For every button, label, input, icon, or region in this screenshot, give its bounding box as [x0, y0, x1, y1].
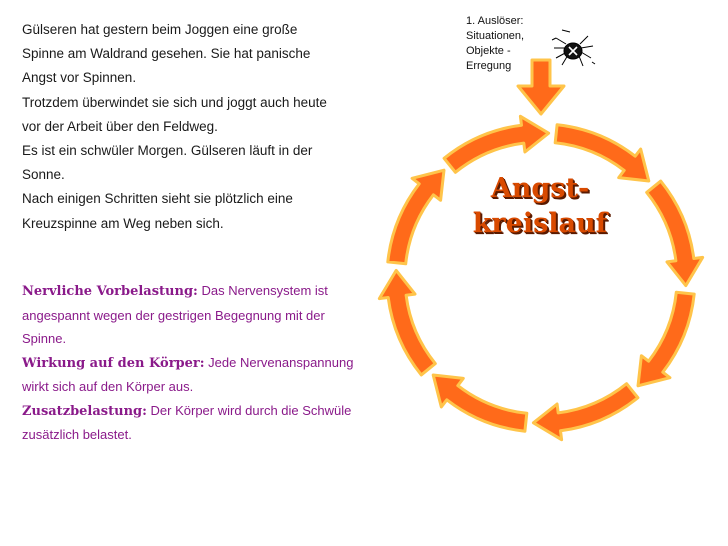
story-line: Spinne am Waldrand gesehen. Sie hat panische	[22, 46, 311, 62]
story-line: Gülseren hat gestern beim Joggen eine große	[22, 22, 298, 37]
cycle-title	[470, 171, 610, 241]
story-line: Kreuzspinne am Weg neben sich.	[22, 215, 224, 231]
spider-icon	[552, 30, 595, 66]
story-line: vor der Arbeit über den Feldweg.	[22, 118, 218, 134]
note-label: Zusatzbelastung:	[22, 403, 147, 419]
trigger-line: Objekte -	[466, 45, 511, 57]
cycle-arrow	[444, 116, 548, 172]
trigger-arrow	[518, 60, 564, 114]
story-line: Es ist ein schwüler Morgen. Gülseren läuft in der	[22, 143, 313, 159]
note-text: Der Körper wird durch die Schwüle zusätzlich belastet.	[22, 402, 352, 442]
cycle-arrow	[379, 270, 435, 375]
cycle-arrow	[638, 292, 694, 386]
cycle-arrow	[433, 375, 527, 431]
story-line: Trotzdem überwindet sie sich und joggt auch heute	[22, 94, 327, 110]
trigger-line: Erregung	[466, 60, 512, 72]
cycle-arrow	[533, 384, 638, 440]
story-line: Nach einigen Schritten sieht sie plötzlich eine	[22, 191, 293, 207]
cycle-ring	[379, 116, 702, 439]
cycle-arrow	[647, 181, 703, 286]
cycle-title-line: kreislauf	[472, 208, 608, 239]
cycle-arrow	[388, 170, 444, 264]
note-label: Nervliche Vorbelastung:	[22, 284, 198, 299]
story-line: Sonne.	[22, 167, 65, 183]
note-text: Das Nervensystem ist angespannt wegen der gestrigen Begegnung mit der Spinne.	[22, 283, 328, 346]
note-label: Wirkung auf den Körper:	[22, 355, 205, 371]
note-text: Jede Nervenanspannung wirkt sich auf den Körper aus.	[22, 354, 354, 394]
story-line: Angst vor Spinnen.	[22, 70, 137, 86]
trigger-line: 1. Auslöser:	[466, 15, 524, 27]
trigger-line: Situationen,	[466, 30, 525, 42]
cycle-title-line: Angst-	[490, 173, 590, 204]
